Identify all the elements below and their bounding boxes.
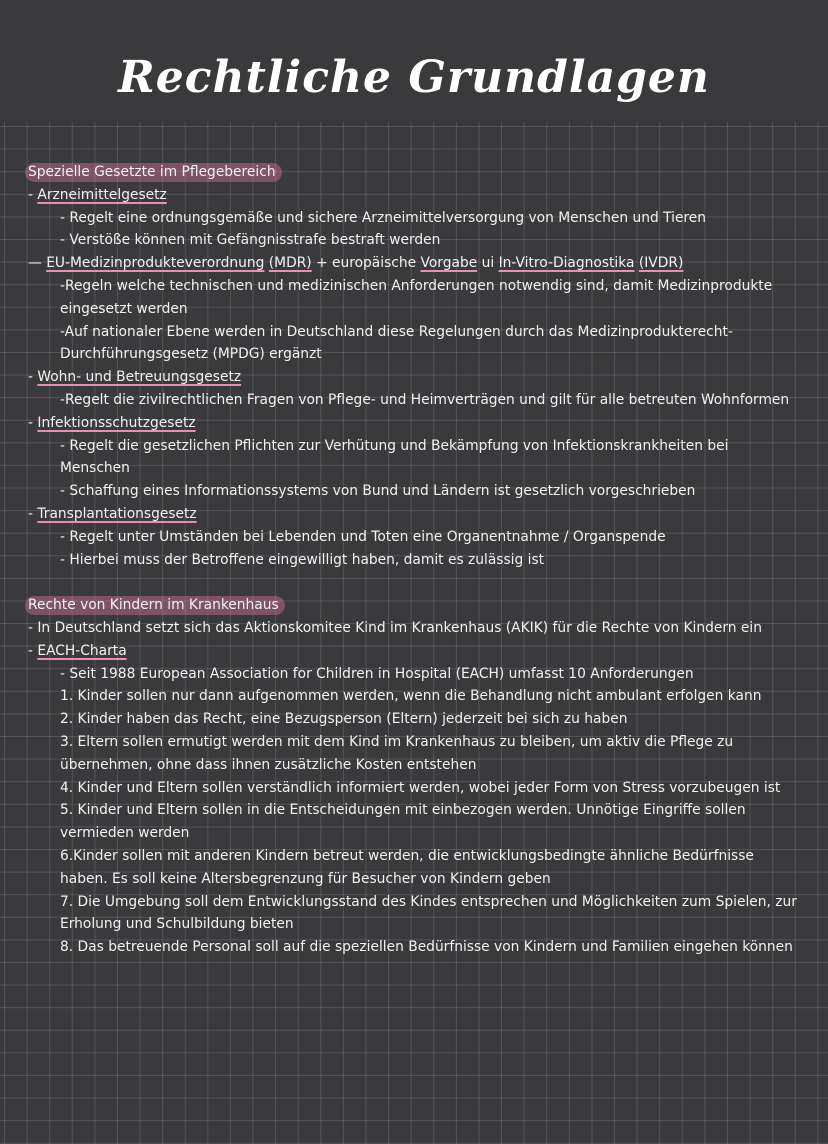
notes-content [28, 161, 798, 959]
charter-requirement: 5. Kinder und Eltern sollen in die Entscheidungen mit einbezogen werden. Unnötige Eingriffe sollen vermieden werden [60, 802, 746, 842]
law-title-text: EACH-Charta [37, 642, 127, 659]
law-title-text: ui [481, 255, 495, 272]
bullet: — [28, 255, 47, 272]
charter-requirement: 7. Die Umgebung soll dem Entwicklungsstand des Kindes entsprechen und Möglichkeiten zum Spielen, zur Erholung und Schulbildung bieten [60, 893, 797, 933]
bullet: - [28, 186, 38, 203]
law-detail: - Hierbei muss der Betroffene eingewilligt haben, damit es zulässig ist [60, 551, 545, 568]
charter-requirement: 2. Kinder haben das Recht, eine Bezugsperson (Eltern) jederzeit bei sich zu haben [60, 711, 628, 728]
law-detail: -Auf nationaler Ebene werden in Deutschland diese Regelungen durch das Medizinprodukterecht-Durchführungsgesetz (MPDG) ergänzt [60, 323, 733, 363]
section-heading [28, 594, 798, 617]
law-title-text: (MDR) [268, 255, 312, 272]
charter-detail: - Seit 1988 European Association for Children in Hospital (EACH) umfasst 10 Anforderungen [60, 665, 694, 682]
law-title [28, 252, 798, 275]
law-detail: - Regelt die gesetzlichen Pflichten zur Verhütung und Bekämpfung von Infektionskrankheiten bei Menschen [60, 437, 729, 477]
law-detail: -Regeln welche technischen und medizinischen Anforderungen notwendig sind, damit Medizinprodukte eingesetzt werden [60, 277, 773, 317]
section-heading [28, 161, 798, 184]
charter-requirement: 6.Kinder sollen mit anderen Kindern betreut werden, die entwicklungsbedingte ähnliche Bedürfnisse haben. Es soll keine Altersbegrenzung für Besucher von Kindern geben [60, 847, 754, 887]
spacer [28, 571, 798, 594]
section-heading-text: Rechte von Kindern im Krankenhaus [25, 596, 285, 615]
page-title: Rechtliche Grundlagen [118, 52, 710, 103]
law-title [28, 640, 798, 663]
charter-requirement: 1. Kinder sollen nur dann aufgenommen werden, wenn die Behandlung nicht ambulant erfolgen kann [60, 688, 762, 705]
law-title-text: Arzneimittelgesetz [37, 186, 167, 203]
law-title-text: In-Vitro-Diagnostika [498, 255, 635, 272]
law-detail: -Regelt die zivilrechtlichen Fragen von Pflege- und Heimverträgen und gilt für alle betreuten Wohnformen [60, 391, 790, 408]
law-title-text: Infektionsschutzgesetz [37, 414, 196, 431]
law-detail: - Regelt eine ordnungsgemäße und sichere Arzneimittelversorgung von Menschen und Tieren [60, 209, 707, 226]
charter-requirement: 3. Eltern sollen ermutigt werden mit dem Kind im Krankenhaus zu bleiben, um aktiv die Pflege zu übernehmen, ohne dass ihnen zusätzliche Kosten entstehen [60, 733, 734, 773]
section-heading-text: Spezielle Gesetzte im Pflegebereich [25, 163, 282, 182]
bullet: - [28, 642, 38, 659]
law-title [28, 503, 798, 526]
law-title [28, 184, 798, 207]
law-title-text: EU-Medizinprodukteverordnung [46, 255, 265, 272]
header [0, 0, 828, 122]
charter-requirement: 8. Das betreuende Personal soll auf die speziellen Bedürfnisse von Kindern und Familien eingehen können [60, 939, 793, 956]
law-title-text: Transplantationsgesetz [37, 505, 197, 522]
law-title-text: Vorgabe [420, 255, 478, 272]
charter-requirement: 4. Kinder und Eltern sollen verständlich informiert werden, wobei jeder Form von Stress vorzubeugen ist [60, 779, 781, 796]
bullet: - [28, 505, 38, 522]
bullet: - [28, 414, 38, 431]
law-title [28, 412, 798, 435]
law-title [28, 366, 798, 389]
law-detail: - Schaffung eines Informationssystems von Bund und Ländern ist gesetzlich vorgeschrieben [60, 483, 696, 500]
law-title-text: + europäische [316, 255, 417, 272]
bullet: - [28, 369, 38, 386]
law-detail: - Regelt unter Umständen bei Lebenden und Toten eine Organentnahme / Organspende [60, 528, 666, 545]
law-title-text: Wohn- und Betreuungsgesetz [37, 369, 242, 386]
law-title-text: (IVDR) [638, 255, 684, 272]
law-detail: - Verstöße können mit Gefängnisstrafe bestraft werden [60, 232, 441, 249]
section-intro: - In Deutschland setzt sich das Aktionskomitee Kind im Krankenhaus (AKIK) für die Rechte von Kindern ein [28, 619, 762, 636]
